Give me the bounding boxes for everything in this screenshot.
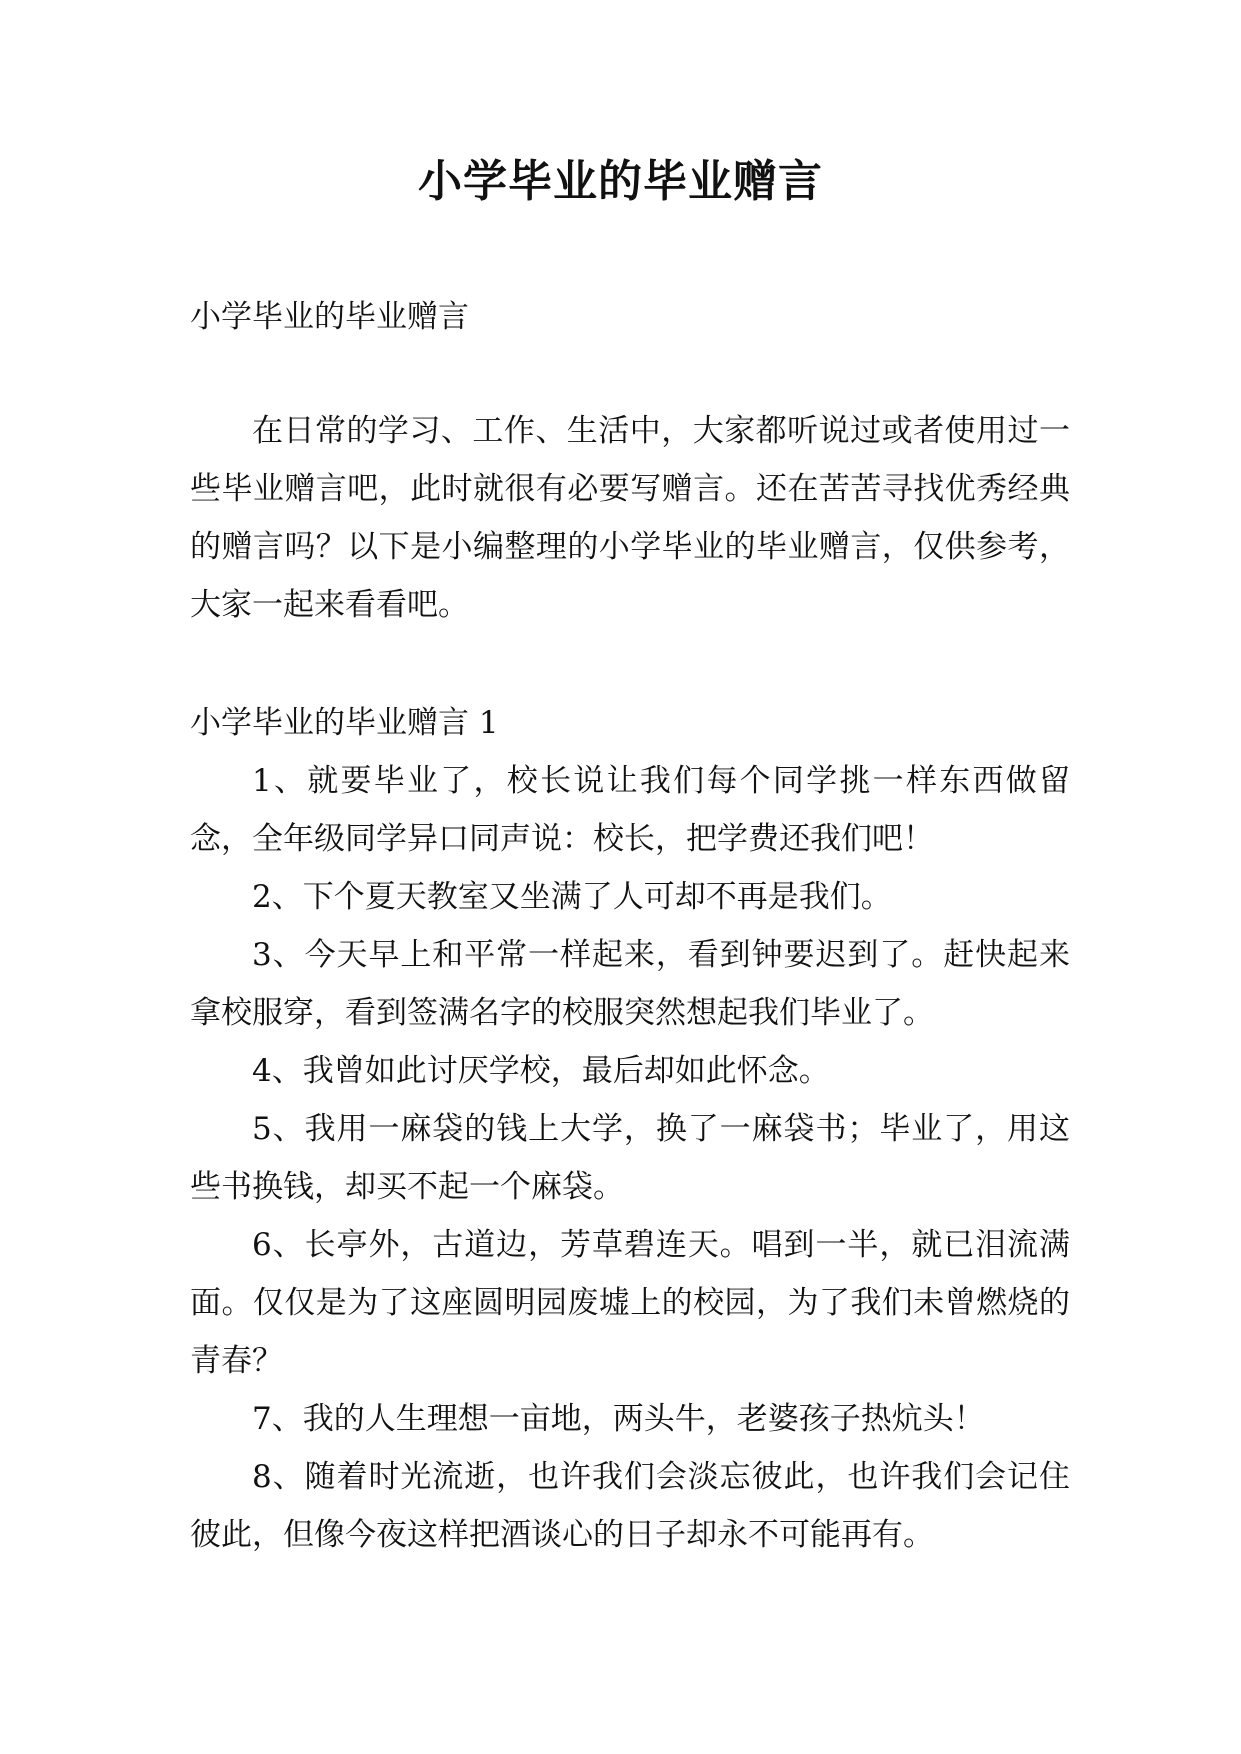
quote-item-6: 6、长亭外，古道边，芳草碧连天。唱到一半，就已泪流满面。仅仅是为了这座圆明园废墟上的校园，为了我们未曾燃烧的青春？ xyxy=(190,1227,1070,1379)
quote-item-5: 5、我用一麻袋的钱上大学，换了一麻袋书；毕业了，用这些书换钱，却买不起一个麻袋。 xyxy=(190,1111,1070,1205)
quote-item-7: 7、我的人生理想一亩地，两头牛，老婆孩子热炕头！ xyxy=(252,1401,985,1437)
section-heading: 小学毕业的毕业赠言 1 xyxy=(190,705,499,741)
intro-paragraph: 在日常的学习、工作、生活中，大家都听说过或者使用过一些毕业赠言吧，此时就很有必要写赠言。还在苦苦寻找优秀经典的赠言吗？以下是小编整理的小学毕业的毕业赠言，仅供参考，大家一起来看看吧。 xyxy=(190,413,1070,623)
quote-list xyxy=(190,752,1070,1564)
document-subtitle: 小学毕业的毕业赠言 xyxy=(190,299,469,335)
quote-item-8: 8、随着时光流逝，也许我们会淡忘彼此，也许我们会记住彼此，但像今夜这样把酒谈心的日子却永不可能再有。 xyxy=(190,1459,1070,1553)
quote-item-3: 3、今天早上和平常一样起来，看到钟要迟到了。赶快起来拿校服穿，看到签满名字的校服突然想起我们毕业了。 xyxy=(190,937,1070,1031)
quote-item-2: 2、下个夏天教室又坐满了人可却不再是我们。 xyxy=(252,879,892,915)
quote-item-1: 1、就要毕业了，校长说让我们每个同学挑一样东西做留念，全年级同学异口同声说：校长，把学费还我们吧！ xyxy=(190,763,1070,857)
quote-item-4: 4、我曾如此讨厌学校，最后却如此怀念。 xyxy=(252,1053,830,1089)
document-title: 小学毕业的毕业赠言 xyxy=(418,156,823,207)
